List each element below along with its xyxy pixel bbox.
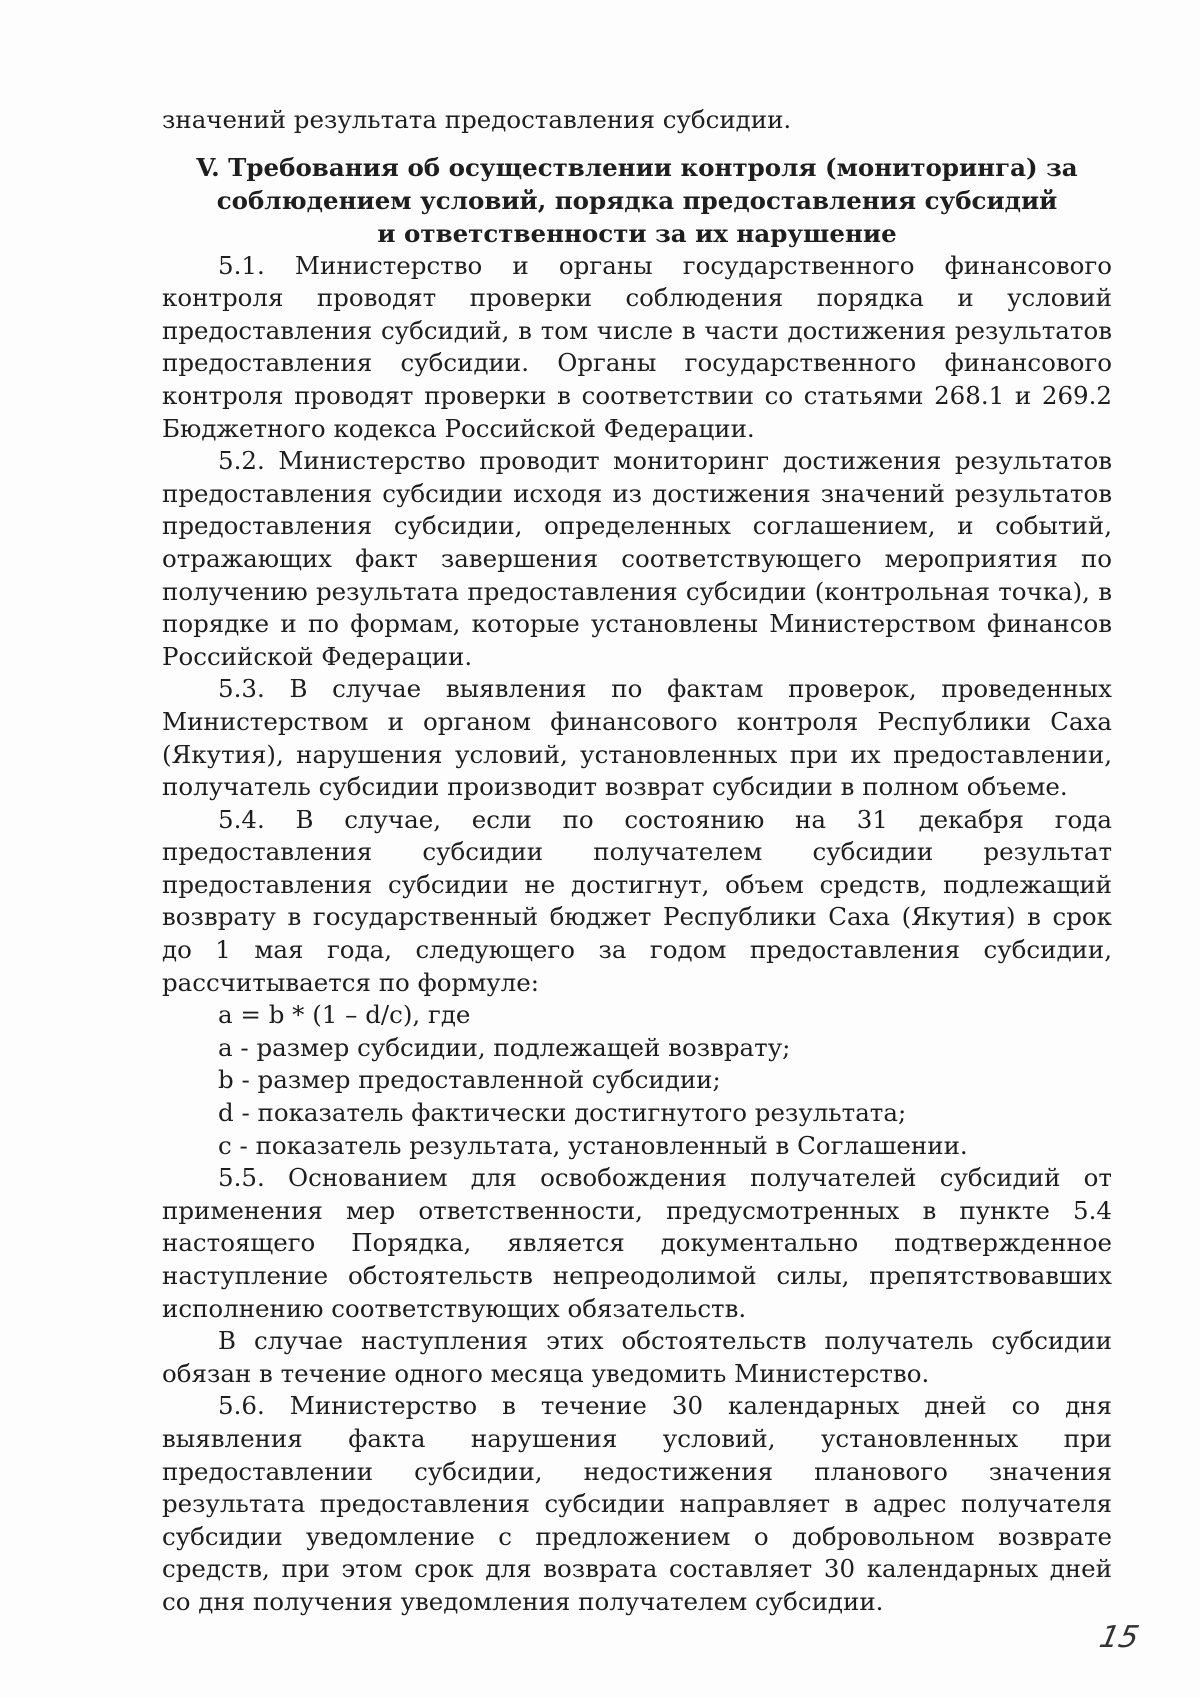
- handwritten-page-number: 15: [1096, 1620, 1142, 1655]
- paragraph-5-4: 5.4. В случае, если по состоянию на 31 декабря года предоставления субсидии получателем субсидии результат предоставления субсидии не достигнут, объем средств, подлежащий возврату в государственный бюджет Республики Саха (Якутия) в срок до 1 мая года, следующего за годом предоставления субсидии, рассчитывается по формуле:: [162, 804, 1112, 997]
- paragraph-5-3: 5.3. В случае выявления по фактам проверок, проведенных Министерством и органом финансового контроля Республики Саха (Якутия), нарушения условий, установленных при их предоставлении, получатель субсидии производит возврат субсидии в полном объеме.: [162, 674, 1112, 802]
- formula-variable-b: b - размер предоставленной субсидии;: [218, 1065, 721, 1095]
- paragraph-5-2: 5.2. Министерство проводит мониторинг достижения результатов предоставления субсидии исходя из достижения значений результатов предоставления субсидии, определенных соглашением, и событий, отражающих факт завершения соответствующего мероприятия по получению результата предоставления субсидии (контрольная точка), в порядке и по формам, которые установлены Министерством финансов Российской Федерации.: [162, 446, 1112, 671]
- paragraph-5-6: 5.6. Министерство в течение 30 календарных дней со дня выявления факта нарушения условий, установленных при предоставлении субсидии, недостижения планового значения результата предоставления субсидии направляет в адрес получателя субсидии уведомление с предложением о добровольном возврате средств, при этом срок для возврата составляет 30 календарных дней со дня получения уведомления получателем субсидии.: [162, 1391, 1112, 1616]
- continuation-text: значений результата предоставления субсидии.: [162, 105, 792, 134]
- formula-variable-a: a - размер субсидии, подлежащей возврату;: [218, 1032, 791, 1062]
- paragraph-5-5-continuation: В случае наступления этих обстоятельств получатель субсидии обязан в течение одного месяца уведомить Министерство.: [162, 1326, 1112, 1388]
- section-heading-line-1: V. Требования об осуществлении контроля (мониторинга) за: [196, 152, 1078, 182]
- section-heading: [162, 151, 1112, 250]
- formula-variable-c: c - показатель результата, установленный в Соглашении.: [218, 1130, 968, 1160]
- section-heading-line-3: и ответственности за их нарушение: [377, 218, 897, 248]
- formula-variable-d: d - показатель фактически достигнутого результата;: [218, 1098, 907, 1128]
- formula: a = b * (1 – d/c), где: [218, 1000, 471, 1030]
- paragraph-5-5: 5.5. Основанием для освобождения получателей субсидий от применения мер ответственности, предусмотренных в пункте 5.4 настоящего Порядка, является документально подтвержденное наступление обстоятельств непреодолимой силы, препятствовавших исполнению соответствующих обязательств.: [162, 1163, 1112, 1323]
- paragraph-5-1: 5.1. Министерство и органы государственного финансового контроля проводят проверки соблюдения порядка и условий предоставления субсидий, в том числе в части достижения результатов предоставления субсидии. Органы государственного финансового контроля проводят проверки в соответствии со статьями 268.1 и 269.2 Бюджетного кодекса Российской Федерации.: [162, 250, 1112, 443]
- document-body: [162, 104, 1112, 1619]
- section-heading-line-2: соблюдением условий, порядка предоставления субсидий: [216, 185, 1058, 215]
